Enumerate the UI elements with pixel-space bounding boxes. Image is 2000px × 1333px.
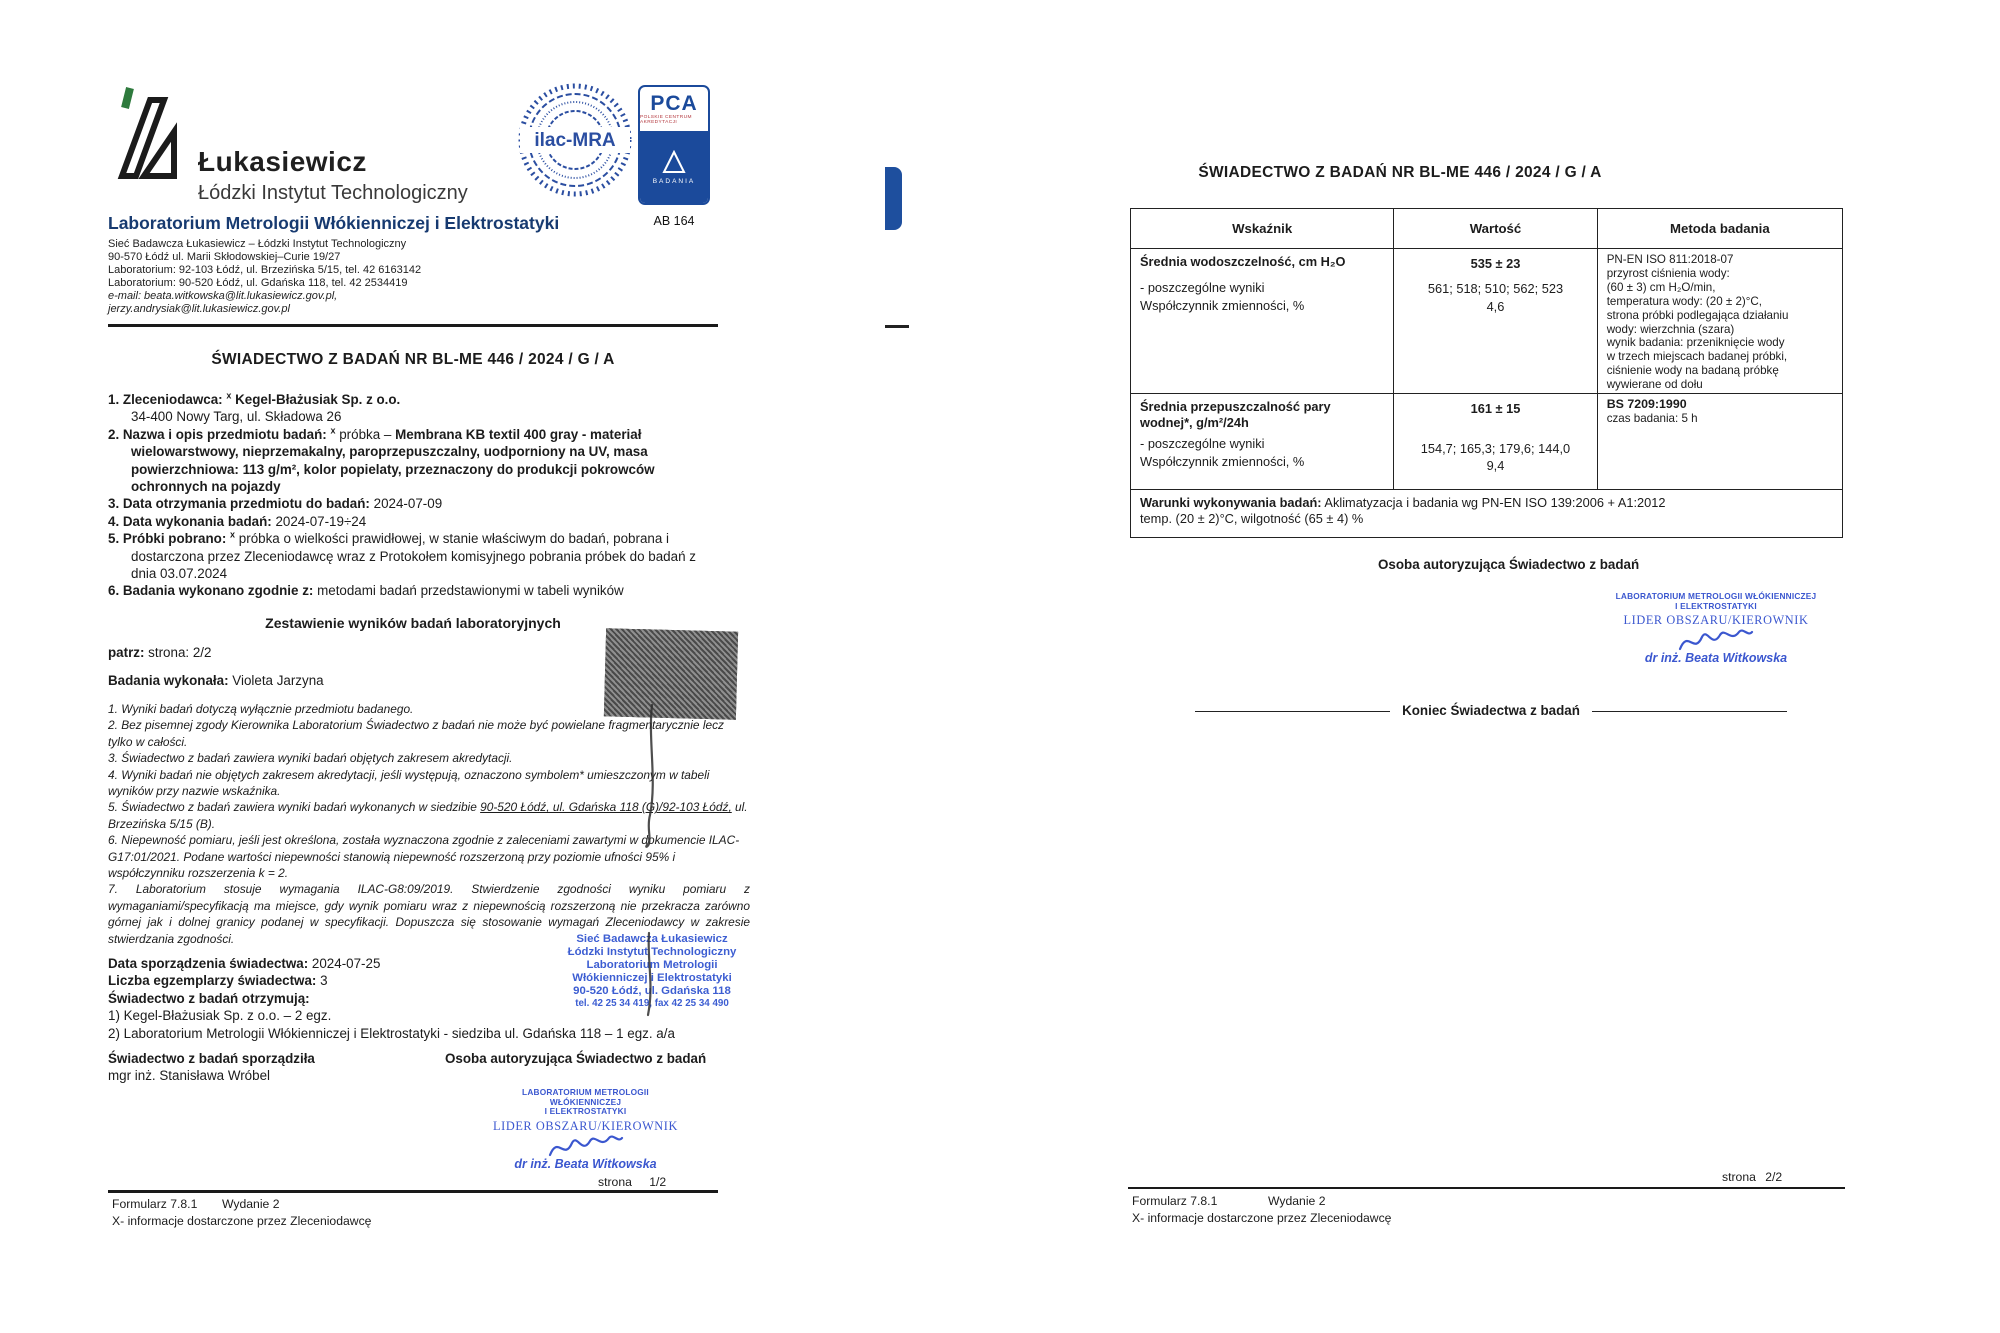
header-divider bbox=[108, 324, 718, 327]
authorized-label: Osoba autoryzująca Świadectwo z badań bbox=[445, 1051, 707, 1066]
footer-page-number-page2 bbox=[1722, 1170, 1782, 1184]
stamp-line: Sieć Badawcza Łukasiewicz bbox=[576, 933, 728, 945]
footnote-marker: x bbox=[230, 529, 236, 540]
note-6: 6. Niepewność pomiaru, jeśli jest określona, została wyznaczona zgodnie z zaleceniami zawartymi w dokumencie ILAC-G17:01/2021. Podane wartości niepewności stanowią niepewność rozszerzoną przy poziomie ufności 95% i współczynniku rozszerzenia k = 2. bbox=[108, 833, 740, 881]
footer-x-note-page2: X- informacje dostarczone przez Zleceniodawcę bbox=[1132, 1211, 1392, 1225]
laboratory-name: Laboratorium Metrologii Włókienniczej i Elektrostatyki bbox=[108, 213, 560, 233]
item-label: 5. Próbki pobrano: bbox=[108, 531, 227, 547]
address-line: Laboratorium: 92-103 Łódź, ul. Brzezińska 5/15, tel. 42 6163142 bbox=[108, 264, 422, 276]
stamp-line: Włókienniczej i Elektrostatyki bbox=[572, 971, 732, 984]
note-5-text: 5. Świadectwo z badań zawiera wyniki badań wykonanych w siedzibie bbox=[108, 800, 481, 815]
item-przedmiot-badan bbox=[108, 426, 714, 496]
item-value: próbka o wielkości prawidłowej, w stanie właściwym do badań, pobrana i dostarczona przez Zleceniodawcę wraz z Protokołem komisyjnego pobrania próbek do badań z dnia 03.07.2024 bbox=[131, 531, 696, 582]
pca-abbr: PCA bbox=[650, 91, 698, 115]
footer-edition: Wydanie 2 bbox=[222, 1197, 280, 1211]
pca-accreditation-logo bbox=[638, 85, 710, 205]
authorizing-person-stamp-page2 bbox=[1596, 592, 1836, 665]
method-line: w trzech miejscach badanej próbki, bbox=[1606, 350, 1788, 364]
authorizing-person-stamp bbox=[488, 1088, 683, 1171]
method-line: (60 ± 3) cm H₂O/min, bbox=[1606, 280, 1716, 294]
footer-edition-page2: Wydanie 2 bbox=[1268, 1194, 1326, 1208]
item-label: 2. Nazwa i opis przedmiotu badań: bbox=[108, 426, 327, 442]
row1-method-cell bbox=[1597, 248, 1842, 393]
item-label: 1. Zleceniodawca: bbox=[108, 392, 223, 407]
item-probki-pobrano bbox=[108, 530, 714, 582]
value-cv: 9,4 bbox=[1486, 458, 1505, 473]
stamp-line: Laboratorium Metrologii bbox=[586, 958, 718, 971]
item-zleceniodawca bbox=[108, 391, 714, 426]
value-results: 154,7; 165,3; 179,6; 144,0 bbox=[1420, 440, 1571, 456]
table-header-wartosc: Wartość bbox=[1393, 209, 1596, 248]
stamp-org-line: I ELEKTROSTATYKI bbox=[1675, 600, 1757, 611]
note-5-text-end: ul. Brzezińska 5/15 (B). bbox=[108, 800, 748, 831]
certificate-items bbox=[108, 391, 714, 600]
item-value-line2: 34-400 Nowy Targ, ul. Składowa 26 bbox=[131, 409, 342, 425]
stamp-org-line: LABORATORIUM METROLOGII WŁÓKIENNICZEJ bbox=[1615, 591, 1817, 601]
footnote-marker: x bbox=[226, 390, 232, 401]
end-line-right bbox=[1592, 711, 1787, 718]
performed-by-line bbox=[108, 672, 324, 689]
method-line: temperatura wody: (20 ± 2)°C, bbox=[1606, 294, 1763, 308]
row1-value-cell bbox=[1393, 248, 1596, 393]
stamp-line: tel. 42 25 34 419, fax 42 25 34 490 bbox=[575, 997, 729, 1009]
end-text: Koniec Świadectwa z badań bbox=[1402, 703, 1580, 718]
value-main: 161 ± 15 bbox=[1470, 401, 1521, 416]
pca-section-label: BADANIA bbox=[652, 177, 696, 185]
conditions-text: Aklimatyzacja i badania wg PN-EN ISO 139:2006 + A1:2012 bbox=[1321, 495, 1666, 510]
page-label: strona bbox=[598, 1175, 632, 1189]
method-line: wynik badania: przeniknięcie wody bbox=[1606, 336, 1785, 350]
stamp-signer-name: dr inż. Beata Witkowska bbox=[514, 1156, 657, 1171]
address-line: Laboratorium: 90-520 Łódź, ul. Gdańska 118, tel. 42 2534419 bbox=[108, 277, 408, 289]
method-line: czas badania: 5 h bbox=[1606, 411, 1698, 425]
item-label: 3. Data otrzymania przedmiotu do badań: bbox=[108, 496, 370, 512]
stamp-line: 90-520 Łódź, ul. Gdańska 118 bbox=[573, 984, 731, 997]
address-email-line: jerzy.andrysiak@lit.lukasiewicz.gov.pl bbox=[108, 303, 290, 315]
table-header-wskaznik: Wskaźnik bbox=[1232, 220, 1293, 236]
issue-date-label: Data sporządzenia świadectwa: bbox=[108, 956, 309, 971]
end-line-left bbox=[1195, 711, 1390, 718]
certificate-title: ŚWIADECTWO Z BADAŃ NR BL-ME 446 / 2024 / G / A bbox=[211, 351, 615, 368]
results-heading: Zestawienie wyników badań laboratoryjnych bbox=[265, 615, 561, 631]
indicator-name: Średnia przepuszczalność pary wodnej*, g/m²/24h bbox=[1140, 399, 1331, 430]
value-results: 561; 518; 510; 562; 523 bbox=[1427, 280, 1564, 296]
scan-artifact-logo-edge bbox=[885, 167, 902, 230]
authorized-label-page2: Osoba autoryzująca Świadectwo z badań bbox=[1378, 557, 1640, 572]
stamp-org-line: LABORATORIUM METROLOGII WŁÓKIENNICZEJ bbox=[522, 1087, 649, 1107]
stamp-role-line: LIDER OBSZARU/KIEROWNIK bbox=[1623, 613, 1809, 628]
row2-indicator-cell bbox=[1131, 393, 1393, 489]
value-main: 535 ± 23 bbox=[1470, 256, 1521, 271]
address-email-line: e-mail: beata.witkowska@lit.lukasiewicz.gov.pl, bbox=[108, 290, 338, 302]
footer-x-note: X- informacje dostarczone przez Zleceniodawcę bbox=[112, 1214, 372, 1228]
conditions-line2: temp. (20 ± 2)°C, wilgotność (65 ± 4) % bbox=[1140, 510, 1364, 526]
pca-accreditation-number: AB 164 bbox=[653, 214, 695, 228]
lukasiewicz-logo-icon bbox=[108, 82, 196, 182]
pca-logo-top bbox=[640, 87, 708, 131]
item-value: metodami badań przedstawionymi w tabeli wyników bbox=[317, 583, 624, 599]
indicator-sub: - poszczególne wyniki bbox=[1140, 279, 1265, 295]
recipient-1: 1) Kegel-Błażusiak Sp. z o.o. – 2 egz. bbox=[108, 1008, 332, 1024]
copies-value: 3 bbox=[316, 973, 328, 989]
row1-indicator-cell bbox=[1131, 248, 1393, 393]
see-label: patrz: bbox=[108, 645, 145, 660]
note-3: 3. Świadectwo z badań zawiera wyniki badań objętych zakresem akredytacji. bbox=[108, 751, 513, 766]
page-label: strona bbox=[1722, 1170, 1756, 1184]
prepared-by-block bbox=[108, 1050, 315, 1085]
issue-date-value: 2024-07-25 bbox=[308, 956, 381, 971]
item-value: Kegel-Błażusiak Sp. z o.o. bbox=[235, 392, 401, 407]
item-value: Membrana KB textil 400 gray - materiał wielowarstwowy, nieprzemakalny, paroprzepuszczalny, uodporniony na UV, masa powierzchniowa: 113 g/m², kolor popielaty, przeznaczony do produkcji pokrowców ochronnych na pojazdy bbox=[131, 426, 655, 495]
certificate-title-page2: ŚWIADECTWO Z BADAŃ NR BL-ME 446 / 2024 / G / A bbox=[1198, 164, 1602, 181]
method-standard: BS 7209:1990 bbox=[1606, 397, 1687, 411]
brand-subtitle: Łódzki Instytut Technologiczny bbox=[198, 182, 468, 204]
page-2 bbox=[880, 0, 2000, 1333]
conditions-label: Warunki wykonywania badań: bbox=[1140, 495, 1322, 510]
item-value: 2024-07-19÷24 bbox=[275, 513, 367, 529]
prepared-by-name: mgr inż. Stanisława Wróbel bbox=[108, 1068, 270, 1084]
stamp-line: Łódzki Instytut Technologiczny bbox=[567, 945, 737, 958]
copies-label: Liczba egzemplarzy świadectwa: bbox=[108, 973, 317, 989]
item-mid: próbka – bbox=[339, 426, 396, 442]
indicator-sub: Współczynnik zmienności, % bbox=[1140, 453, 1305, 469]
indicator-sub: - poszczególne wyniki bbox=[1140, 436, 1265, 451]
scan-artifact-mark bbox=[885, 325, 909, 328]
method-line: ciśnienie wody na badaną próbkę bbox=[1606, 364, 1779, 378]
recipients-label: Świadectwo z badań otrzymują: bbox=[108, 990, 310, 1006]
see-page-line bbox=[108, 644, 211, 661]
footer-form-id: Formularz 7.8.1 bbox=[112, 1197, 198, 1211]
indicator-sub: Współczynnik zmienności, % bbox=[1140, 298, 1305, 313]
item-label: 4. Data wykonania badań: bbox=[108, 513, 272, 529]
item-data-wykonania bbox=[108, 513, 714, 530]
stamp-signer-name: dr inż. Beata Witkowska bbox=[1644, 651, 1788, 666]
brand-name: Łukasiewicz bbox=[198, 146, 367, 177]
footer-divider-page2 bbox=[1128, 1187, 1845, 1189]
footer-page-number bbox=[598, 1175, 666, 1189]
address-line: Sieć Badawcza Łukasiewicz – Łódzki Instytut Technologiczny bbox=[108, 238, 407, 250]
performed-value: Violeta Jarzyna bbox=[228, 673, 324, 688]
method-line: przyrost ciśnienia wody: bbox=[1606, 266, 1730, 280]
page-number: 1/2 bbox=[649, 1175, 667, 1189]
stamp-role-line: LIDER OBSZARU/KIEROWNIK bbox=[493, 1118, 678, 1133]
note-7: 7. Laboratorium stosuje wymagania ILAC-G8:09/2019. Stwierdzenie zgodności wyniku pomiaru z wymaganiami/specyfikacją ma miejsce, gdy wynik pomiaru wraz z niepewnością rozszerzoną nie przekracza zarówno górnej jak i dolnej granicy podanej w specyfikacji. Dopuszcza się stosowanie wymagań Zleceniodawcy w zakresie stwierdzania zgodności. bbox=[108, 882, 750, 946]
svg-text:ilac-MRA: ilac-MRA bbox=[534, 130, 616, 151]
ilac-mra-stamp-icon bbox=[518, 83, 632, 197]
test-conditions-row bbox=[1131, 489, 1842, 537]
footer-form-id-page2: Formularz 7.8.1 bbox=[1132, 1194, 1218, 1208]
note-5-underlined-address: 90-520 Łódź, ul. Gdańska 118 (G)/92-103 Łódź, bbox=[480, 800, 732, 815]
page-number: 2/2 bbox=[1765, 1170, 1783, 1184]
results-table bbox=[1130, 208, 1843, 538]
stamp-org-line: I ELEKTROSTATYKI bbox=[544, 1106, 627, 1117]
pca-full-name: POLSKIE CENTRUM AKREDYTACJI bbox=[640, 114, 692, 125]
conditions-line bbox=[1140, 495, 1833, 511]
address-line: 90-570 Łódź ul. Marii Skłodowskiej–Curie 19/27 bbox=[108, 251, 341, 263]
item-badania-wykonano bbox=[108, 582, 714, 599]
item-label: 6. Badania wykonano zgodnie z: bbox=[108, 583, 314, 599]
row2-value-cell bbox=[1393, 393, 1596, 489]
recipient-2: 2) Laboratorium Metrologii Włókienniczej i Elektrostatyki - siedziba ul. Gdańska 118 – 1 egz. a/a bbox=[108, 1025, 675, 1041]
footnote-marker: x bbox=[330, 425, 336, 436]
pca-emblem-icon bbox=[662, 150, 686, 174]
table-header-metoda: Metoda badania bbox=[1597, 209, 1842, 248]
method-line: strona próbki podlegająca działaniu bbox=[1606, 308, 1789, 322]
page-1 bbox=[0, 0, 880, 1333]
performed-label: Badania wykonała: bbox=[108, 673, 229, 688]
note-2: 2. Bez pisemnej zgody Kierownika Laboratorium Świadectwo z badań nie może być powielane fragmentarycznie lecz tylko w całości. bbox=[108, 718, 724, 749]
row2-method-cell bbox=[1597, 393, 1842, 489]
pca-logo-bottom bbox=[640, 131, 708, 203]
value-cv: 4,6 bbox=[1486, 299, 1505, 314]
laboratory-address-block bbox=[108, 238, 528, 316]
end-of-certificate bbox=[1195, 703, 1787, 718]
note-4: 4. Wyniki badań nie objętych zakresem akredytacji, jeśli występują, oznaczono symbolem* umieszczonym w tabeli wyników przy nazwie wskaźnika. bbox=[108, 767, 710, 799]
method-line: PN-EN ISO 811:2018-07 bbox=[1606, 253, 1734, 266]
prepared-label: Świadectwo z badań sporządziła bbox=[108, 1051, 315, 1066]
footer-divider bbox=[108, 1190, 718, 1193]
pen-stroke-marks bbox=[600, 630, 710, 1030]
item-data-otrzymania bbox=[108, 495, 714, 512]
see-value: strona: 2/2 bbox=[144, 645, 212, 660]
item-value: 2024-07-09 bbox=[373, 496, 443, 512]
note-1: 1. Wyniki badań dotyczą wyłącznie przedmiotu badanego. bbox=[108, 702, 414, 716]
method-line: wywierane od dołu bbox=[1606, 378, 1703, 392]
method-line: wody: wierzchnia (szara) bbox=[1606, 322, 1735, 336]
indicator-name: Średnia wodoszczelność, cm H₂O bbox=[1140, 254, 1346, 269]
